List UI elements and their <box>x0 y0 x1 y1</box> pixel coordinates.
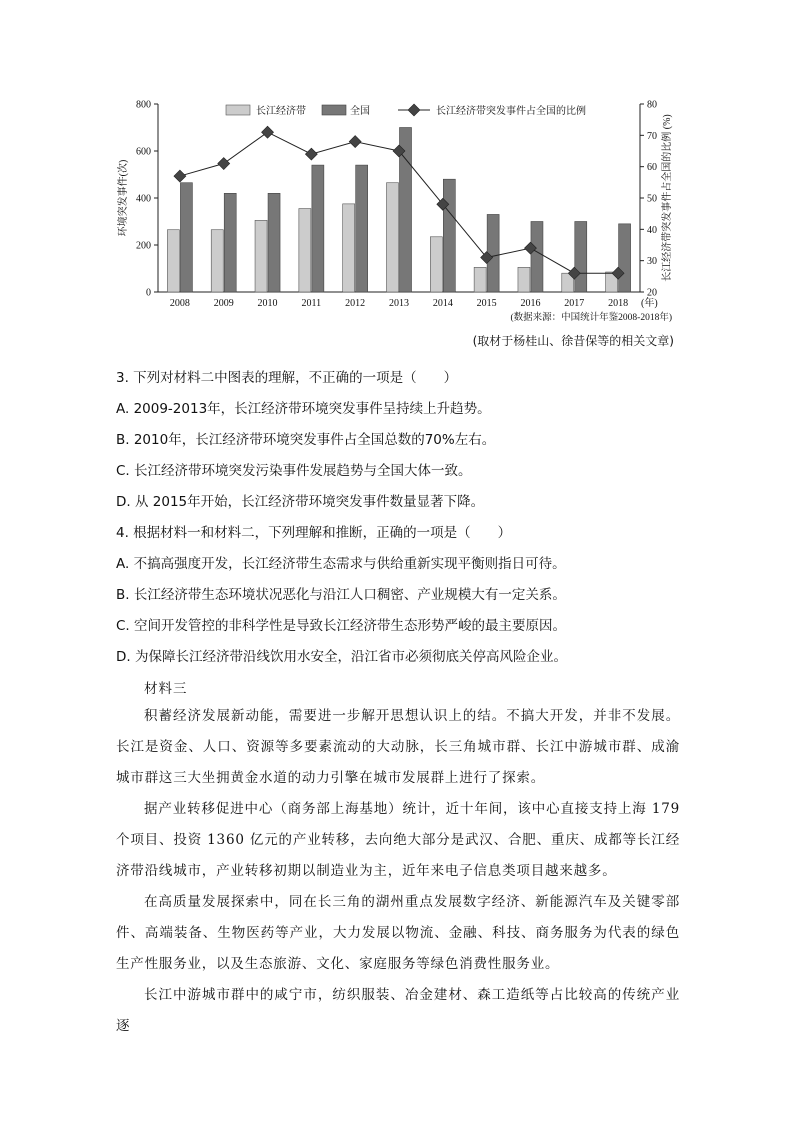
chart-legend <box>226 104 586 117</box>
bar-national <box>575 222 587 293</box>
y2-tick-label: 50 <box>647 193 657 205</box>
legend-marker-ratio <box>408 104 420 116</box>
legend-label-ratio: 长江经济带突发事件占全国的比例 <box>436 106 586 117</box>
source-attribution: (取材于杨桂山、徐昔保等的相关文章) <box>472 334 674 348</box>
question-3-stem: 3. 下列对材料二中图表的理解，不正确的一项是（ ） <box>116 370 458 386</box>
legend-swatch-national <box>322 105 346 115</box>
y2-tick-label: 20 <box>647 287 657 299</box>
bar-changjiang <box>474 267 486 292</box>
x-tick-label: 2015 <box>476 298 497 309</box>
question-4-stem: 4. 根据材料一和材料二，下列理解和推断，正确的一项是（ ） <box>116 525 512 541</box>
x-tick-label: 2013 <box>389 298 409 309</box>
bar-changjiang <box>299 209 311 292</box>
ratio-point <box>349 136 361 148</box>
x-tick-label: 2017 <box>564 298 585 309</box>
bar-national <box>531 222 543 293</box>
x-tick-label: 2011 <box>301 298 322 309</box>
bar-national <box>619 224 631 292</box>
y2-tick-label: 40 <box>647 224 657 236</box>
bar-changjiang <box>167 230 179 292</box>
chart-source-note: (数据来源：中国统计年鉴2008-2018年) <box>510 313 672 323</box>
chart-ratio-line <box>174 126 624 279</box>
x-tick-label: 2009 <box>213 298 234 309</box>
bar-changjiang <box>518 267 530 292</box>
material-3-paragraph: 在高质量发展探索中，同在长三角的湖州重点发展数字经济、新能源汽车及关键零部件、高端装备、生物医药等产业，大力发展以物流、金融、科技、商务服务为代表的绿色生产性服务业，以及生态旅游、文化、家庭服务等绿色消费性服务业。 <box>116 894 680 972</box>
bar-national <box>356 165 368 292</box>
ratio-point <box>218 158 230 170</box>
bar-national <box>268 193 280 292</box>
bar-national <box>180 183 192 292</box>
question-4-option-d: D. 为保障长江经济带沿线饮用水安全，沿江省市必须彻底关停高风险企业。 <box>116 649 567 665</box>
ratio-point <box>305 148 317 160</box>
ratio-point <box>174 170 186 182</box>
bar-changjiang <box>343 204 355 292</box>
bar-changjiang <box>255 220 267 292</box>
y-tick-label: 400 <box>136 193 151 205</box>
y-tick-label: 600 <box>136 146 151 158</box>
question-3-option-a: A. 2009-2013年，长江经济带环境突发事件呈持续上升趋势。 <box>116 401 491 417</box>
material-3-paragraph: 据产业转移促进中心（商务部上海基地）统计，近十年间，该中心直接支持上海 179 个项目、投资 1360 亿元的产业转移，去向绝大部分是武汉、合肥、重庆、成都等长江经济带沿线城市，产业转移初期以制造业为主，近年来电子信息类项目越来越多。 <box>116 801 680 879</box>
y2-axis-title: 长江经济带突发事件占全国的比例 (%) <box>662 114 673 282</box>
material-3-paragraph: 积蓄经济发展新动能，需要进一步解开思想认识上的结。不搞大开发，并非不发展。长江是资金、人口、资源等多要素流动的大动脉，长三角城市群、长江中游城市群、成渝城市群这三大坐拥黄金水道的动力引擎在城市发展群上进行了探索。 <box>116 708 680 786</box>
y-tick-label: 200 <box>136 240 151 252</box>
y2-tick-label: 30 <box>647 256 657 268</box>
x-axis-unit: (年) <box>641 298 658 309</box>
y-tick-label: 800 <box>136 99 151 111</box>
legend-label-changjiang: 长江经济带 <box>256 106 306 117</box>
question-3-option-c: C. 长江经济带环境突发污染事件发展趋势与全国大体一致。 <box>116 463 472 479</box>
bar-changjiang <box>211 230 223 292</box>
question-4-option-c: C. 空间开发管控的非科学性是导致长江经济带生态形势严峻的最主要原因。 <box>116 618 567 634</box>
question-3-option-b: B. 2010年，长江经济带环境突发事件占全国总数的70%左右。 <box>116 432 496 448</box>
material-3-paragraph: 长江中游城市群中的咸宁市，纺织服装、冶金建材、森工造纸等占比较高的传统产业逐 <box>116 987 680 1034</box>
x-tick-label: 2014 <box>432 298 453 309</box>
bar-national <box>487 214 499 292</box>
ratio-point <box>262 126 274 138</box>
bar-national <box>443 179 455 292</box>
question-3-option-d: D. 从 2015年开始，长江经济带环境突发事件数量显著下降。 <box>116 494 485 510</box>
y-tick-label: 0 <box>146 287 151 299</box>
bar-national <box>312 165 324 292</box>
question-4-option-b: B. 长江经济带生态环境状况恶化与沿江人口稠密、产业规模大有一定关系。 <box>116 587 566 603</box>
bar-national <box>224 193 236 292</box>
y2-tick-label: 80 <box>647 99 657 111</box>
bar-changjiang <box>387 183 399 292</box>
x-tick-label: 2018 <box>608 298 629 309</box>
x-tick-label: 2012 <box>345 298 366 309</box>
y-axis-title: 环境突发事件(次) <box>118 159 129 237</box>
bar-changjiang <box>430 237 442 292</box>
x-tick-label: 2016 <box>520 298 541 309</box>
legend-swatch-changjiang <box>226 105 250 115</box>
y2-tick-label: 60 <box>647 162 657 174</box>
question-4-option-a: A. 不搞高强度开发，长江经济带生态需求与供给重新实现平衡则指日可待。 <box>116 556 566 572</box>
legend-label-national: 全国 <box>350 106 370 117</box>
environment-incident-chart <box>0 90 794 330</box>
x-tick-label: 2008 <box>169 298 190 309</box>
x-tick-label: 2010 <box>257 298 278 309</box>
y2-tick-label: 70 <box>647 130 657 142</box>
material-3-title: 材料三 <box>144 681 188 697</box>
